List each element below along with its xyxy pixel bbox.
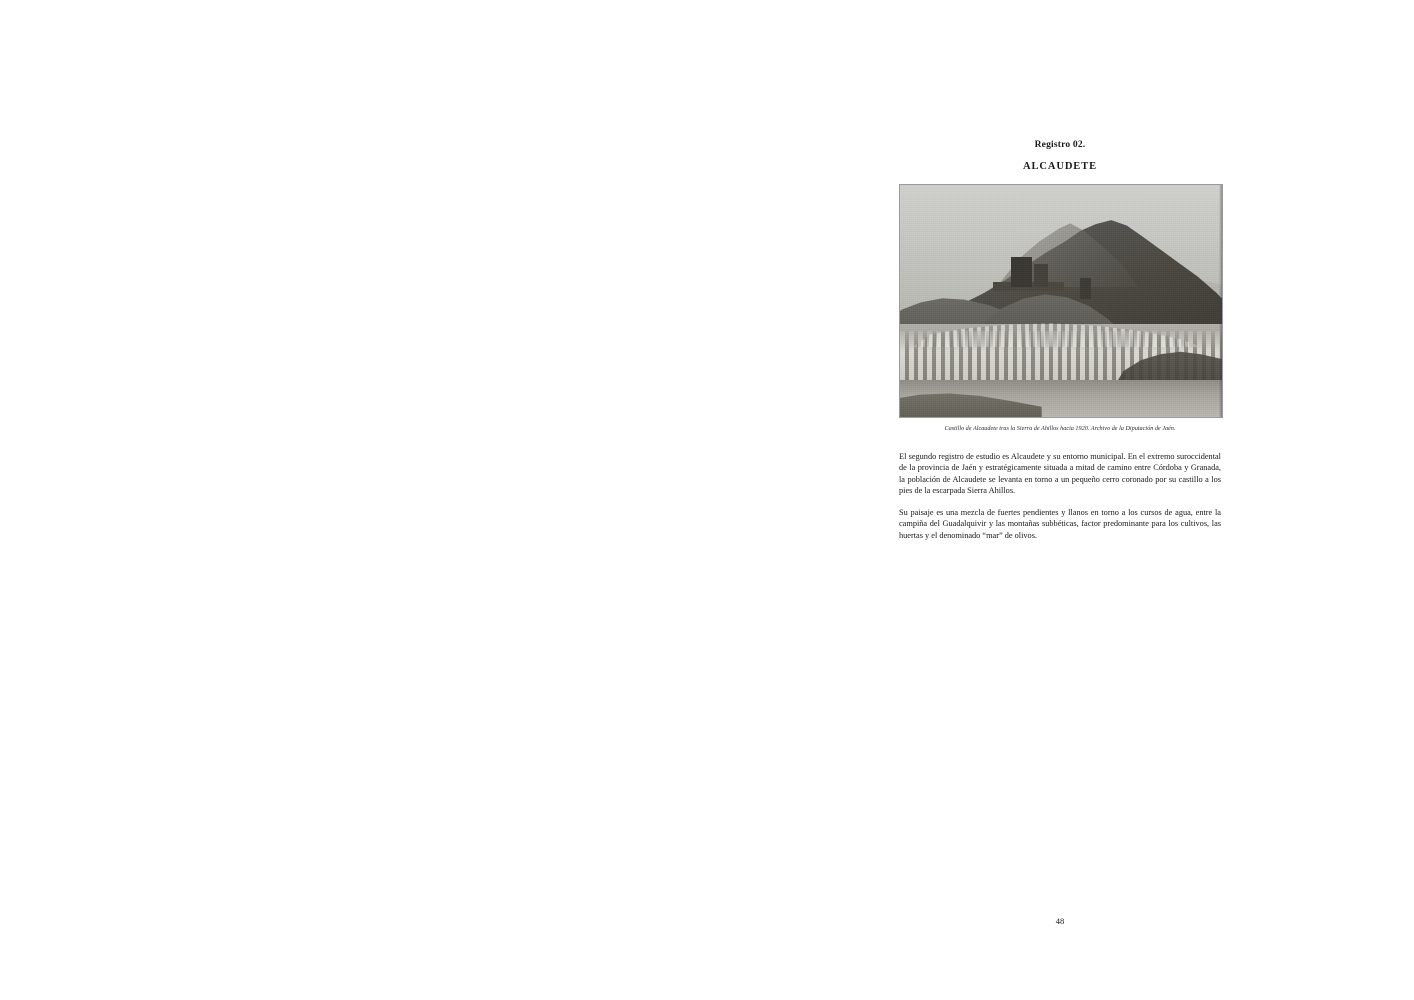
page-title: ALCAUDETE <box>1022 161 1098 173</box>
castillo-alcaudete-photo <box>899 184 1223 418</box>
photo-inner <box>900 185 1222 417</box>
photo-edge-shadow <box>1219 185 1222 417</box>
right-page-content <box>899 140 1221 541</box>
figure-caption: Castillo de Alcaudete tras la Sierra de Ahillos hacia 1920. Archivo de la Diputación de Jaén. <box>944 424 1176 432</box>
photo-castle-keep-secondary <box>1034 264 1048 287</box>
body-text <box>899 451 1221 541</box>
page-number: 48 <box>1055 916 1065 926</box>
registro-heading: Registro 02. <box>1034 140 1086 150</box>
photo-castle-tower <box>1080 278 1090 299</box>
paragraph-1: El segundo registro de estudio es Alcaudete y su entorno municipal. En el extremo suroccidental de la provincia de Jaén y estratégicamente situada a mitad de camino entre Córdoba y Granada, la población de Alcaudete se levanta en torno a un pequeño cerro coronado por su castillo a los pies de la escarpada Sierra Ahillos. <box>899 452 1221 495</box>
paragraph-2: Su paisaje es una mezcla de fuertes pendientes y llanos en torno a los cursos de agua, entre la campiña del Guadalquivir y las montañas subbéticas, factor predominante para los cultivos, las huertas y el denominado “mar” de olivos. <box>899 508 1221 540</box>
photo-castle-keep <box>1011 257 1032 287</box>
